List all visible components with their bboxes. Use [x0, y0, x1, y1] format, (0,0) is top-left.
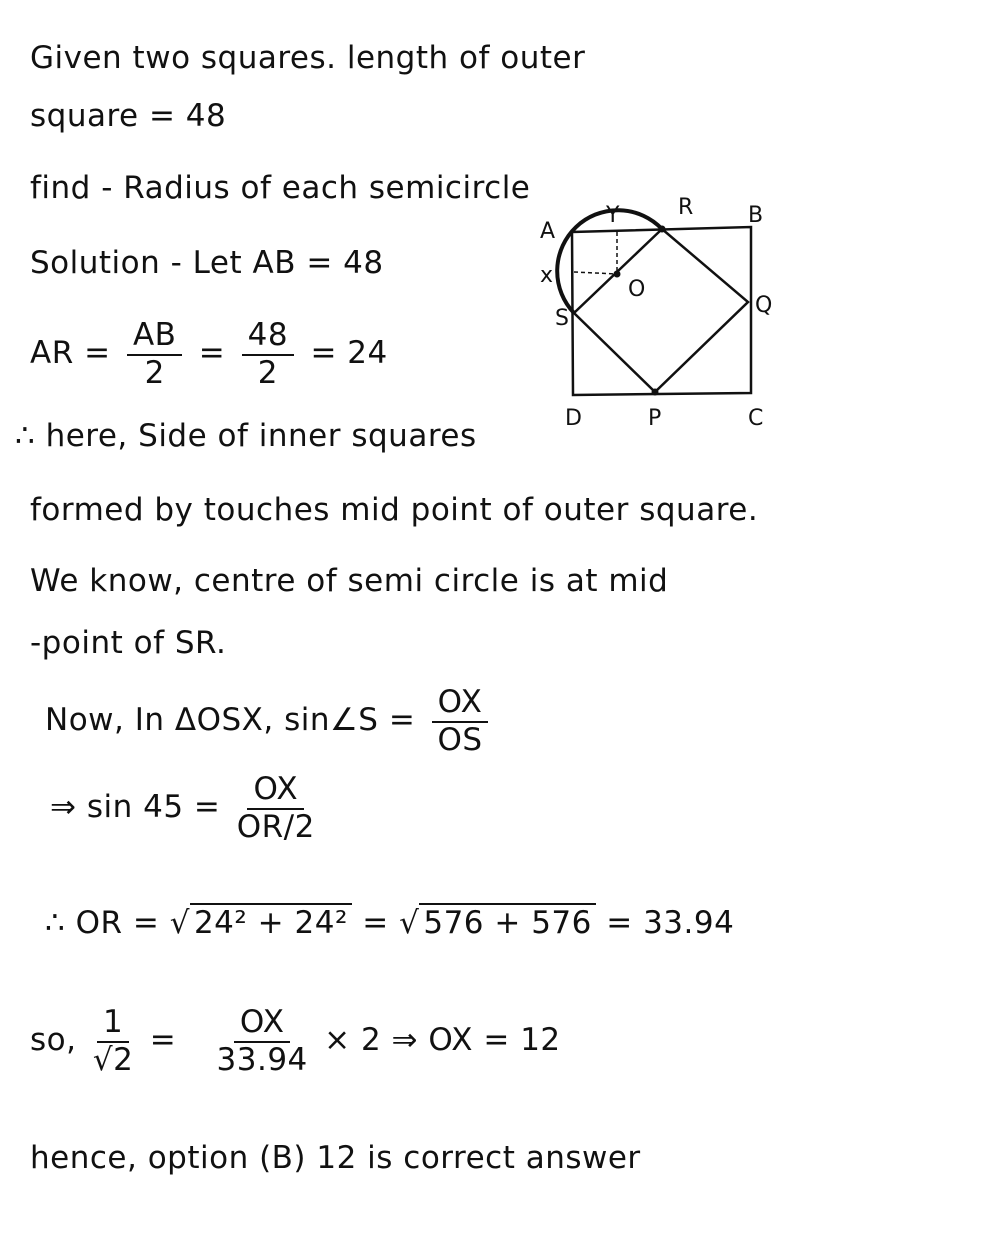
ar-label: AR = [30, 335, 111, 372]
fraction-ab-2 [127, 318, 182, 391]
label-x: x [540, 263, 554, 288]
so-result: × 2 ⇒ OX = 12 [324, 1022, 561, 1059]
fraction-48-2 [242, 318, 294, 391]
numerator: OX [234, 1005, 291, 1043]
label-c: C [748, 406, 764, 431]
sin-s-label: Now, In ΔOSX, sin∠S = [45, 702, 416, 739]
denominator: 2 [257, 354, 278, 391]
equals: = [198, 335, 226, 372]
equals: = [149, 1022, 177, 1059]
denominator: OS [437, 721, 483, 758]
line-centre: We know, centre of semi circle is at mid [30, 563, 669, 599]
outer-square [572, 227, 751, 395]
numerator: 48 [242, 318, 294, 356]
dashed-ox [574, 272, 617, 274]
result: = 24 [310, 335, 388, 372]
line-ar [30, 318, 388, 391]
label-d: D [565, 406, 582, 431]
line-square-length: square = 48 [30, 98, 227, 134]
denominator: 33.94 [216, 1041, 308, 1078]
line-solution: Solution - Let AB = 48 [30, 245, 384, 281]
numerator: OX [432, 685, 489, 723]
numerator: AB [127, 318, 182, 356]
numerator: OX [247, 772, 304, 810]
point-p [652, 389, 659, 396]
label-s: S [555, 306, 569, 331]
fraction-1-root2 [93, 1005, 133, 1078]
sin-45-label: ⇒ sin 45 = [50, 789, 221, 826]
denominator: 2 [144, 354, 165, 391]
fraction-ox-or2 [237, 772, 315, 845]
or-label: ∴ OR = √ [45, 905, 190, 941]
line-sin-s [45, 685, 494, 758]
label-p: P [648, 406, 662, 431]
inner-square [574, 229, 748, 392]
fraction-ox-os [432, 685, 489, 758]
line-midpoint: -point of SR. [30, 625, 227, 661]
line-inner-side: ∴ here, Side of inner squares [15, 418, 477, 454]
or-result: = 33.94 [606, 905, 735, 941]
point-r [659, 226, 666, 233]
radicand-1: 24² + 24² [190, 903, 352, 941]
label-b: B [748, 203, 764, 228]
denominator: √2 [92, 1041, 134, 1078]
point-o [614, 271, 621, 278]
numerator: 1 [97, 1005, 129, 1043]
label-q: Q [755, 293, 773, 318]
line-so [30, 1005, 561, 1078]
equals-root: = √ [362, 905, 420, 941]
radicand-2: 576 + 576 [419, 903, 596, 941]
line-sin-45 [50, 772, 321, 845]
line-or [45, 905, 734, 941]
line-given: Given two squares. length of outer [30, 40, 586, 76]
fraction-ox-3394 [217, 1005, 308, 1078]
line-formed: formed by touches mid point of outer square. [30, 492, 759, 528]
label-o: O [628, 277, 646, 302]
label-a: A [540, 219, 556, 244]
denominator: OR/2 [236, 808, 315, 845]
line-answer: hence, option (B) 12 is correct answer [30, 1140, 641, 1176]
label-r: R [678, 195, 694, 220]
so-label: so, [30, 1022, 77, 1059]
line-find: find - Radius of each semicircle [30, 170, 531, 206]
label-y: Y [606, 203, 620, 228]
squares-diagram [520, 180, 800, 440]
